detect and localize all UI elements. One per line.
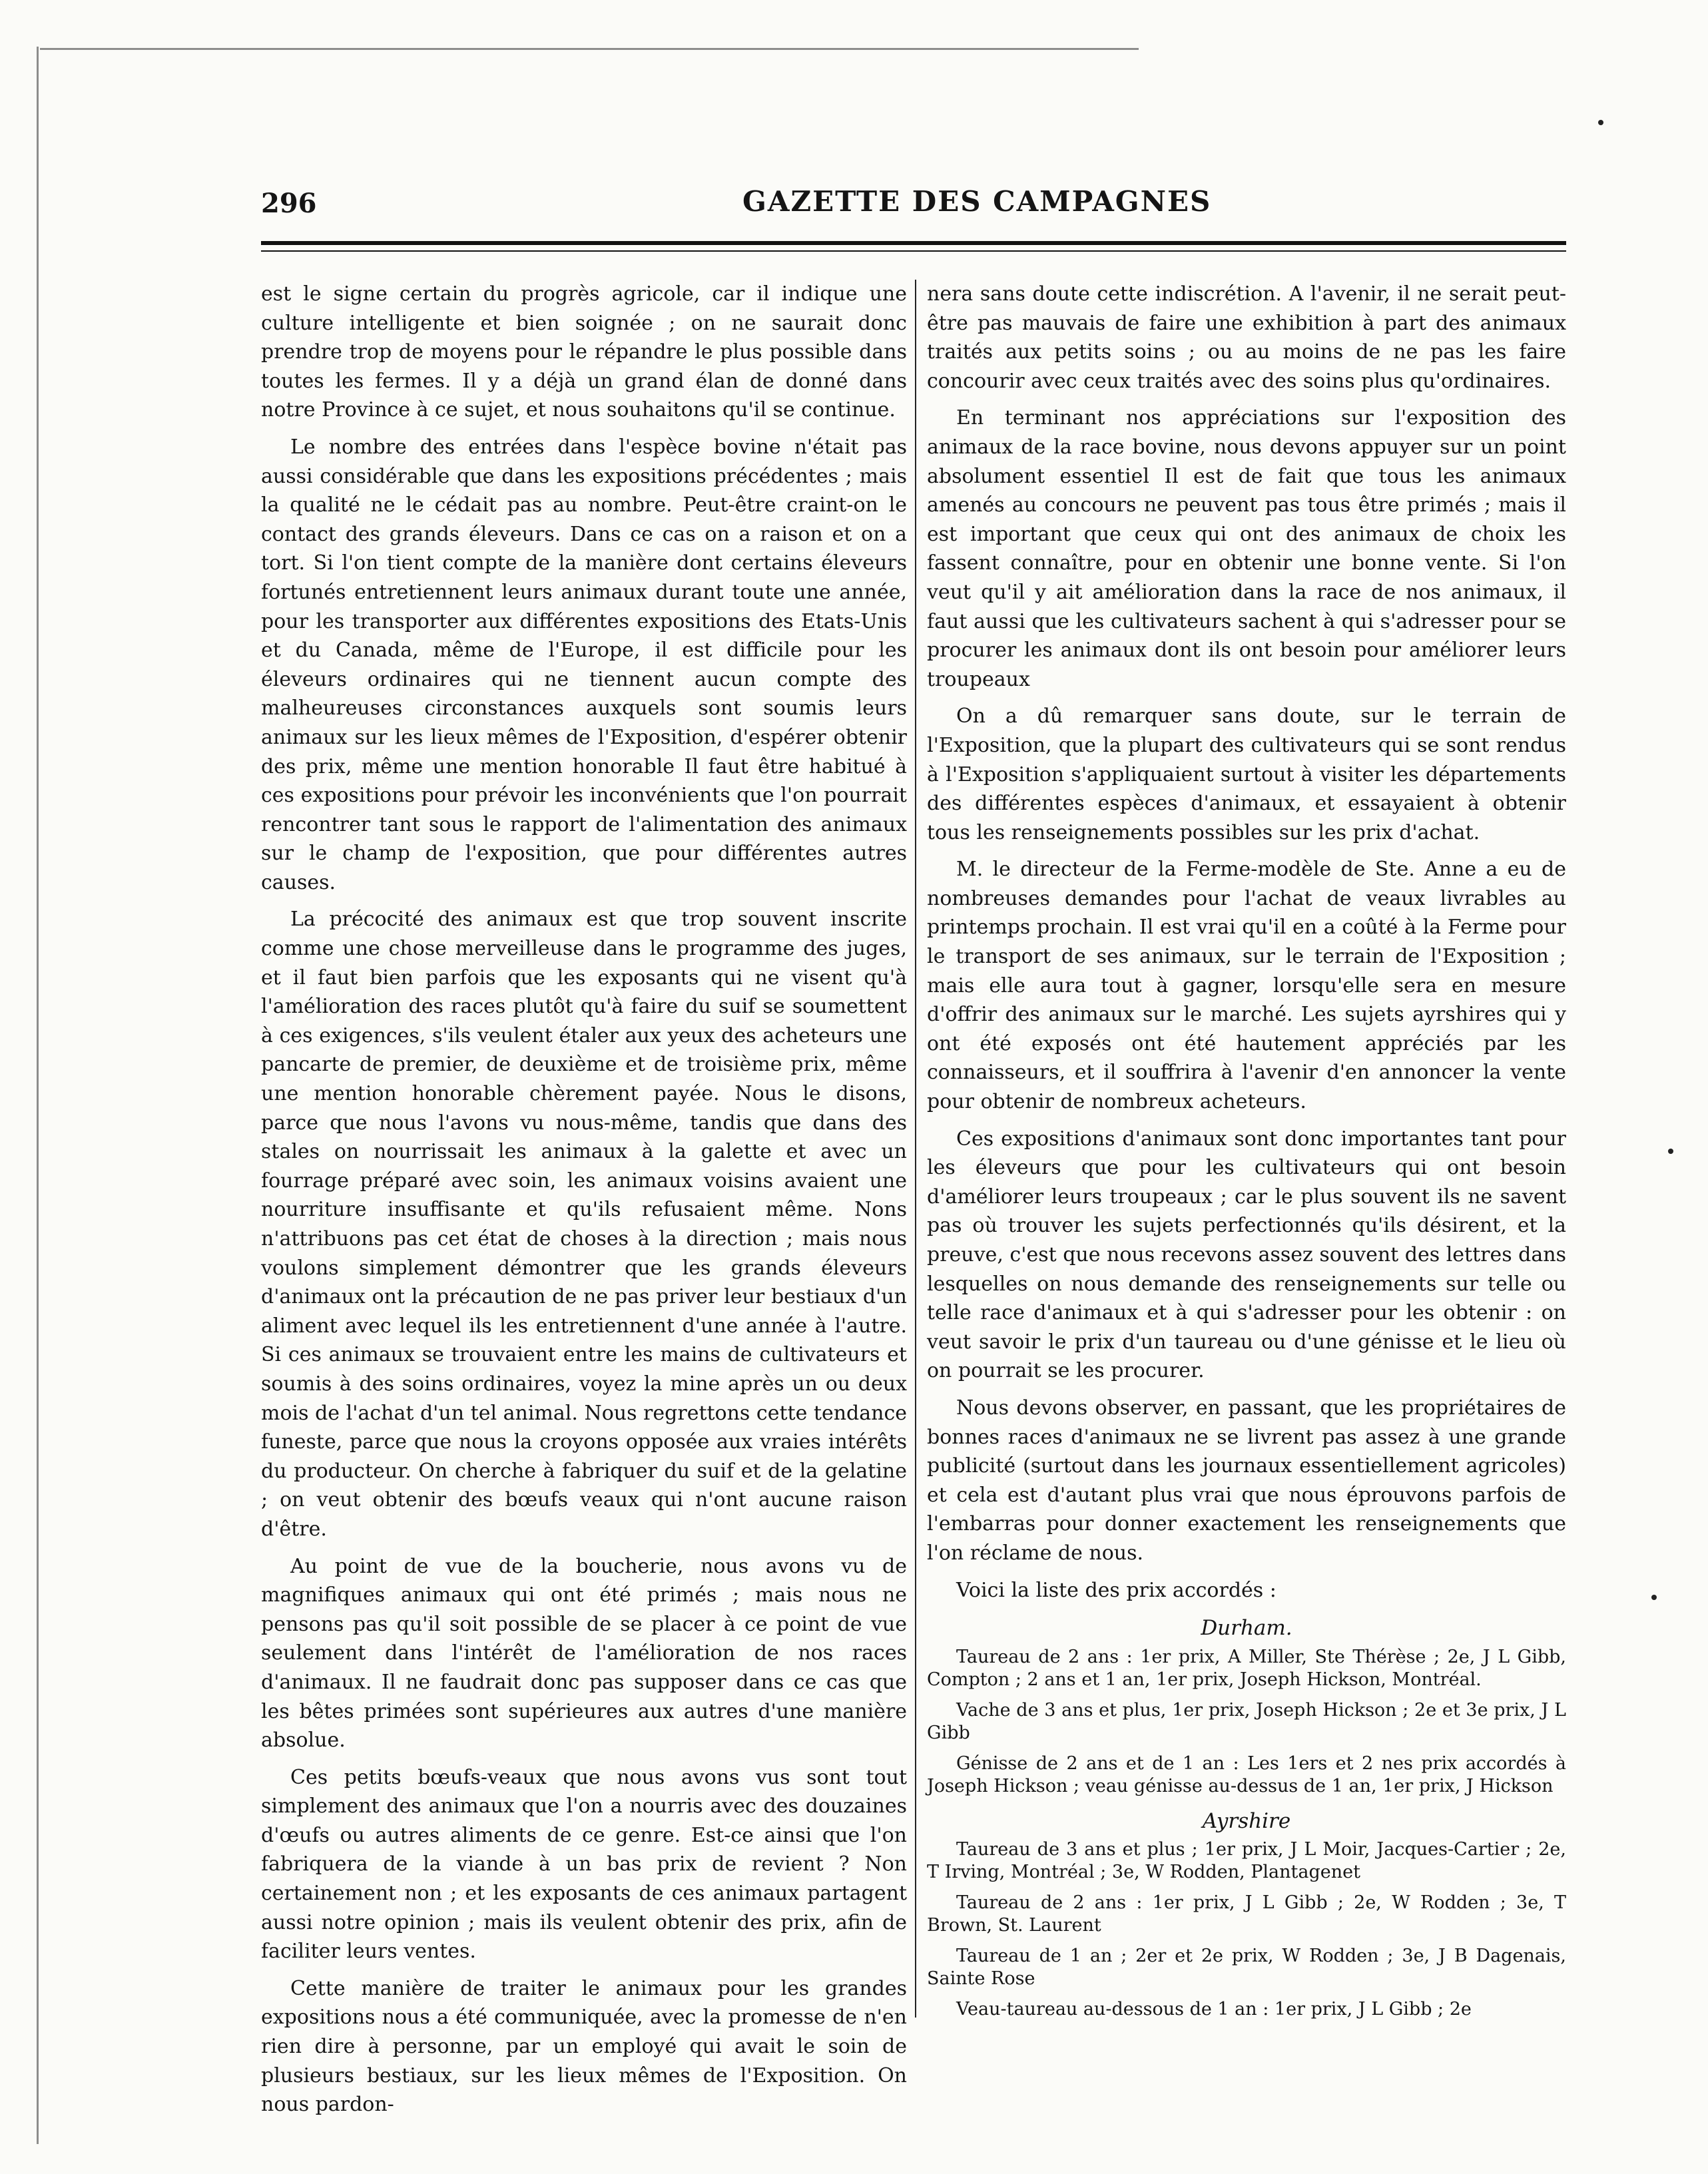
page-number: 296 [261,188,317,219]
prize-entry: Veau-taureau au-dessous de 1 an : 1er prix, J L Gibb ; 2e [956,1999,1472,2020]
scan-border-top [40,48,1139,50]
paragraph: Le nombre des entrées dans l'espèce bovine n'était pas aussi considérable que dans les expositions précédentes ; mais la qualité ne le cédait pas au nombre. Peut-être craint-on le contact des grands éleveurs. Dans ce cas on a raison et on a tort. Si l'on tient compte de la manière dont certains éleveurs fortunés entretiennent leurs animaux durant toute une année, pour les transporter aux différentes expositions des Etats-Unis et du Canada, même de l'Europe, il est difficile pour les éleveurs ordinaires qui ne tiennent aucun compte des malheureuses circonstances auxquels sont soumis leurs animaux sur les lieux mêmes de l'Exposition, d'espérer obtenir des prix, même une mention honorable Il faut être habitué à ces expositions pour prévoir les inconvénients que l'on pourrait rencontrer tant sous le rapport de l'alimentation des animaux sur le champ de l'exposition, que pour différentes autres causes. [261,435,907,894]
paragraph: En terminant nos appréciations sur l'exposition des animaux de la race bovine, nous devons appuyer sur un point absolument essentiel Il est de fait que tous les animaux amenés au concours ne peuvent pas tous être primés ; mais il est important que ceux qui ont des animaux de choix les fassent connaître, pour en obtenir une bonne vente. Si l'on veut qu'il y ait amélioration dans la race de nos animaux, il faut aussi que les cultivateurs sachent à qui s'adresser pour se procurer les animaux dont ils ont besoin pour améliorer leurs troupeaux [927,406,1566,691]
prize-entry: Taureau de 2 ans : 1er prix, J L Gibb ; 2e, W Rodden ; 3e, T Brown, St. Laurent [927,1892,1566,1936]
section-heading-ayrshire: Ayrshire [1202,1808,1291,1833]
paragraph: Cette manière de traiter le animaux pour les grandes expositions nous a été communiquée, avec la promesse de n'en rien dire à personne, par un employé qui avait le soin de plusieurs bestiaux, sur les lieux mêmes de l'Exposition. On nous pardon- [261,1976,907,2117]
scan-border-left [37,47,43,2144]
section-heading-durham: Durham. [1201,1616,1292,1641]
paragraph: Ces expositions d'animaux sont donc importantes tant pour les éleveurs que pour les cultivateurs qui ont besoin d'améliorer leurs troupeaux ; car le plus souvent ils ne savent pas où trouver les sujets perfectionnés qu'ils désirent, et la preuve, c'est que nous recevons assez souvent des lettres dans lesquelles on nous demande des renseignements sur telle ou telle race d'animaux et à qui s'adresser pour les obtenir : on veut savoir le prix d'un taureau ou d'une génisse et le lieu où on pourrait se les procurer. [927,1127,1566,1383]
paragraph: La précocité des animaux est que trop souvent inscrite comme une chose merveilleuse dans le programme des juges, et il faut bien parfois que les exposants qui ne visent qu'à l'amélioration des races plutôt qu'à faire du suif se soumettent à ces exigences, s'ils veulent étaler aux yeux des acheteurs une pancarte de premier, de deuxième et de troisième prix, même une mention honorable chèrement payée. Nous le disons, parce que nous l'avons vu nous-même, tandis que dans des stales on nourrissait les animaux à la galette et avec un fourrage préparé avec soin, les animaux voisins avaient une nourriture insuffisante et qu'ils refusaient même. Nons n'attribuons pas cet état de choses à la direction ; mais nous voulons simplement démontrer que les grands éleveurs d'animaux ont la précaution de ne pas priver leur bestiaux d'un aliment avec lequel ils les entretiennent d'une année à l'autre. Si ces animaux se trouvaient entre les mains de cultivateurs et soumis à des soins ordinaires, voyez la mine après un ou deux mois de l'achat d'un tel animal. Nous regrettons cette tendance funeste, parce que nous la croyons opposée aux vraies intérêts du producteur. On cherche à fabriquer du suif et de la gelatine ; on veut obtenir des bœufs veaux qui n'ont aucune raison d'être. [261,908,907,1541]
prize-list-intro: Voici la liste des prix accordés : [956,1578,1277,1602]
scan-speck [1598,120,1603,125]
header-rule-thick [261,241,1566,245]
prize-entry: Taureau de 2 ans : 1er prix, A Miller, Ste Thérèse ; 2e, J L Gibb, Compton ; 2 ans et 1 an, 1er prix, Joseph Hickson, Montréal. [927,1646,1566,1690]
column-divider [915,280,916,2018]
prize-entry: Taureau de 3 ans et plus ; 1er prix, J L Moir, Jacques-Cartier ; 2e, T Irving, Montréal ; 3e, W Rodden, Plantagenet [927,1839,1566,1883]
paragraph: Ces petits bœufs-veaux que nous avons vus sont tout simplement des animaux que l'on a nourris avec des douzaines d'œufs ou autres aliments de ce genre. Est-ce ainsi que l'on fabriquera de la viande à un bas prix de revient ? Non certainement non ; et les exposants de ces animaux partagent aussi notre opinion ; mais ils veulent obtenir des prix, afin de faciliter leurs ventes. [261,1765,907,1964]
paragraph: On a dû remarquer sans doute, sur le terrain de l'Exposition, que la plupart des cultivateurs qui se sont rendus à l'Exposition s'appliquaient surtout à visiter les départements des différentes espèces d'animaux, et essayaient à obtenir tous les renseignements possibles sur les prix d'achat. [927,704,1566,844]
prize-entry: Taureau de 1 an ; 2er et 2e prix, W Rodden ; 3e, J B Dagenais, Sainte Rose [927,1946,1566,1990]
right-column [927,280,1566,2029]
scan-speck [1668,1149,1673,1154]
page-title: GAZETTE DES CAMPAGNES [742,185,1212,218]
left-column [261,280,907,2127]
header-rule-thin [261,250,1566,252]
paragraph: nera sans doute cette indiscrétion. A l'avenir, il ne serait peut-être pas mauvais de faire une exhibition à part des animaux traités aux petits soins ; ou au moins de ne pas les faire concourir avec ceux traités avec des soins plus qu'ordinaires. [927,282,1566,393]
paragraph: M. le directeur de la Ferme-modèle de Ste. Anne a eu de nombreuses demandes pour l'achat de veaux livrables au printemps prochain. Il est vrai qu'il en a coûté à la Ferme pour le transport de ses animaux, sur le terrain de l'Exposition ; mais elle aura tout à gagner, lorsqu'elle sera en mesure d'offrir des animaux sur le marché. Les sujets ayrshires qui y ont été exposés ont été hautement appréciés par les connaisseurs, et il souffrira à l'avenir d'en annoncer la vente pour obtenir de nombreux acheteurs. [927,858,1566,1114]
scan-speck [1651,1595,1657,1600]
paragraph: est le signe certain du progrès agricole, car il indique une culture intelligente et bien soignée ; on ne saurait donc prendre trop de moyens pour le répandre le plus possible dans toutes les fermes. Il y a déjà un grand élan de donné dans notre Province à ce sujet, et nous souhaitons qu'il se continue. [261,282,907,422]
prize-entry: Vache de 3 ans et plus, 1er prix, Joseph Hickson ; 2e et 3e prix, J L Gibb [927,1699,1566,1743]
paragraph: Au point de vue de la boucherie, nous avons vu de magnifiques animaux qui ont été primés ; mais nous ne pensons pas qu'il soit possible de se placer à ce point de vue seulement dans l'intérêt de l'amélioration de nos races d'animaux. Il ne faudrait donc pas supposer dans ce cas que les bêtes primées sont supérieures aux autres d'une manière absolue. [261,1554,907,1753]
prize-entry: Génisse de 2 ans et de 1 an : Les 1ers et 2 nes prix accordés à Joseph Hickson ; veau génisse au-dessus de 1 an, 1er prix, J Hickson [927,1753,1566,1796]
paragraph: Nous devons observer, en passant, que les propriétaires de bonnes races d'animaux ne se livrent pas assez à une grande publicité (surtout dans les journaux essentiellement agricoles) et cela est d'autant plus vrai que nous éprouvons parfois de l'embarras pour donner exactement les renseignements que l'on réclame de nous. [927,1396,1566,1565]
